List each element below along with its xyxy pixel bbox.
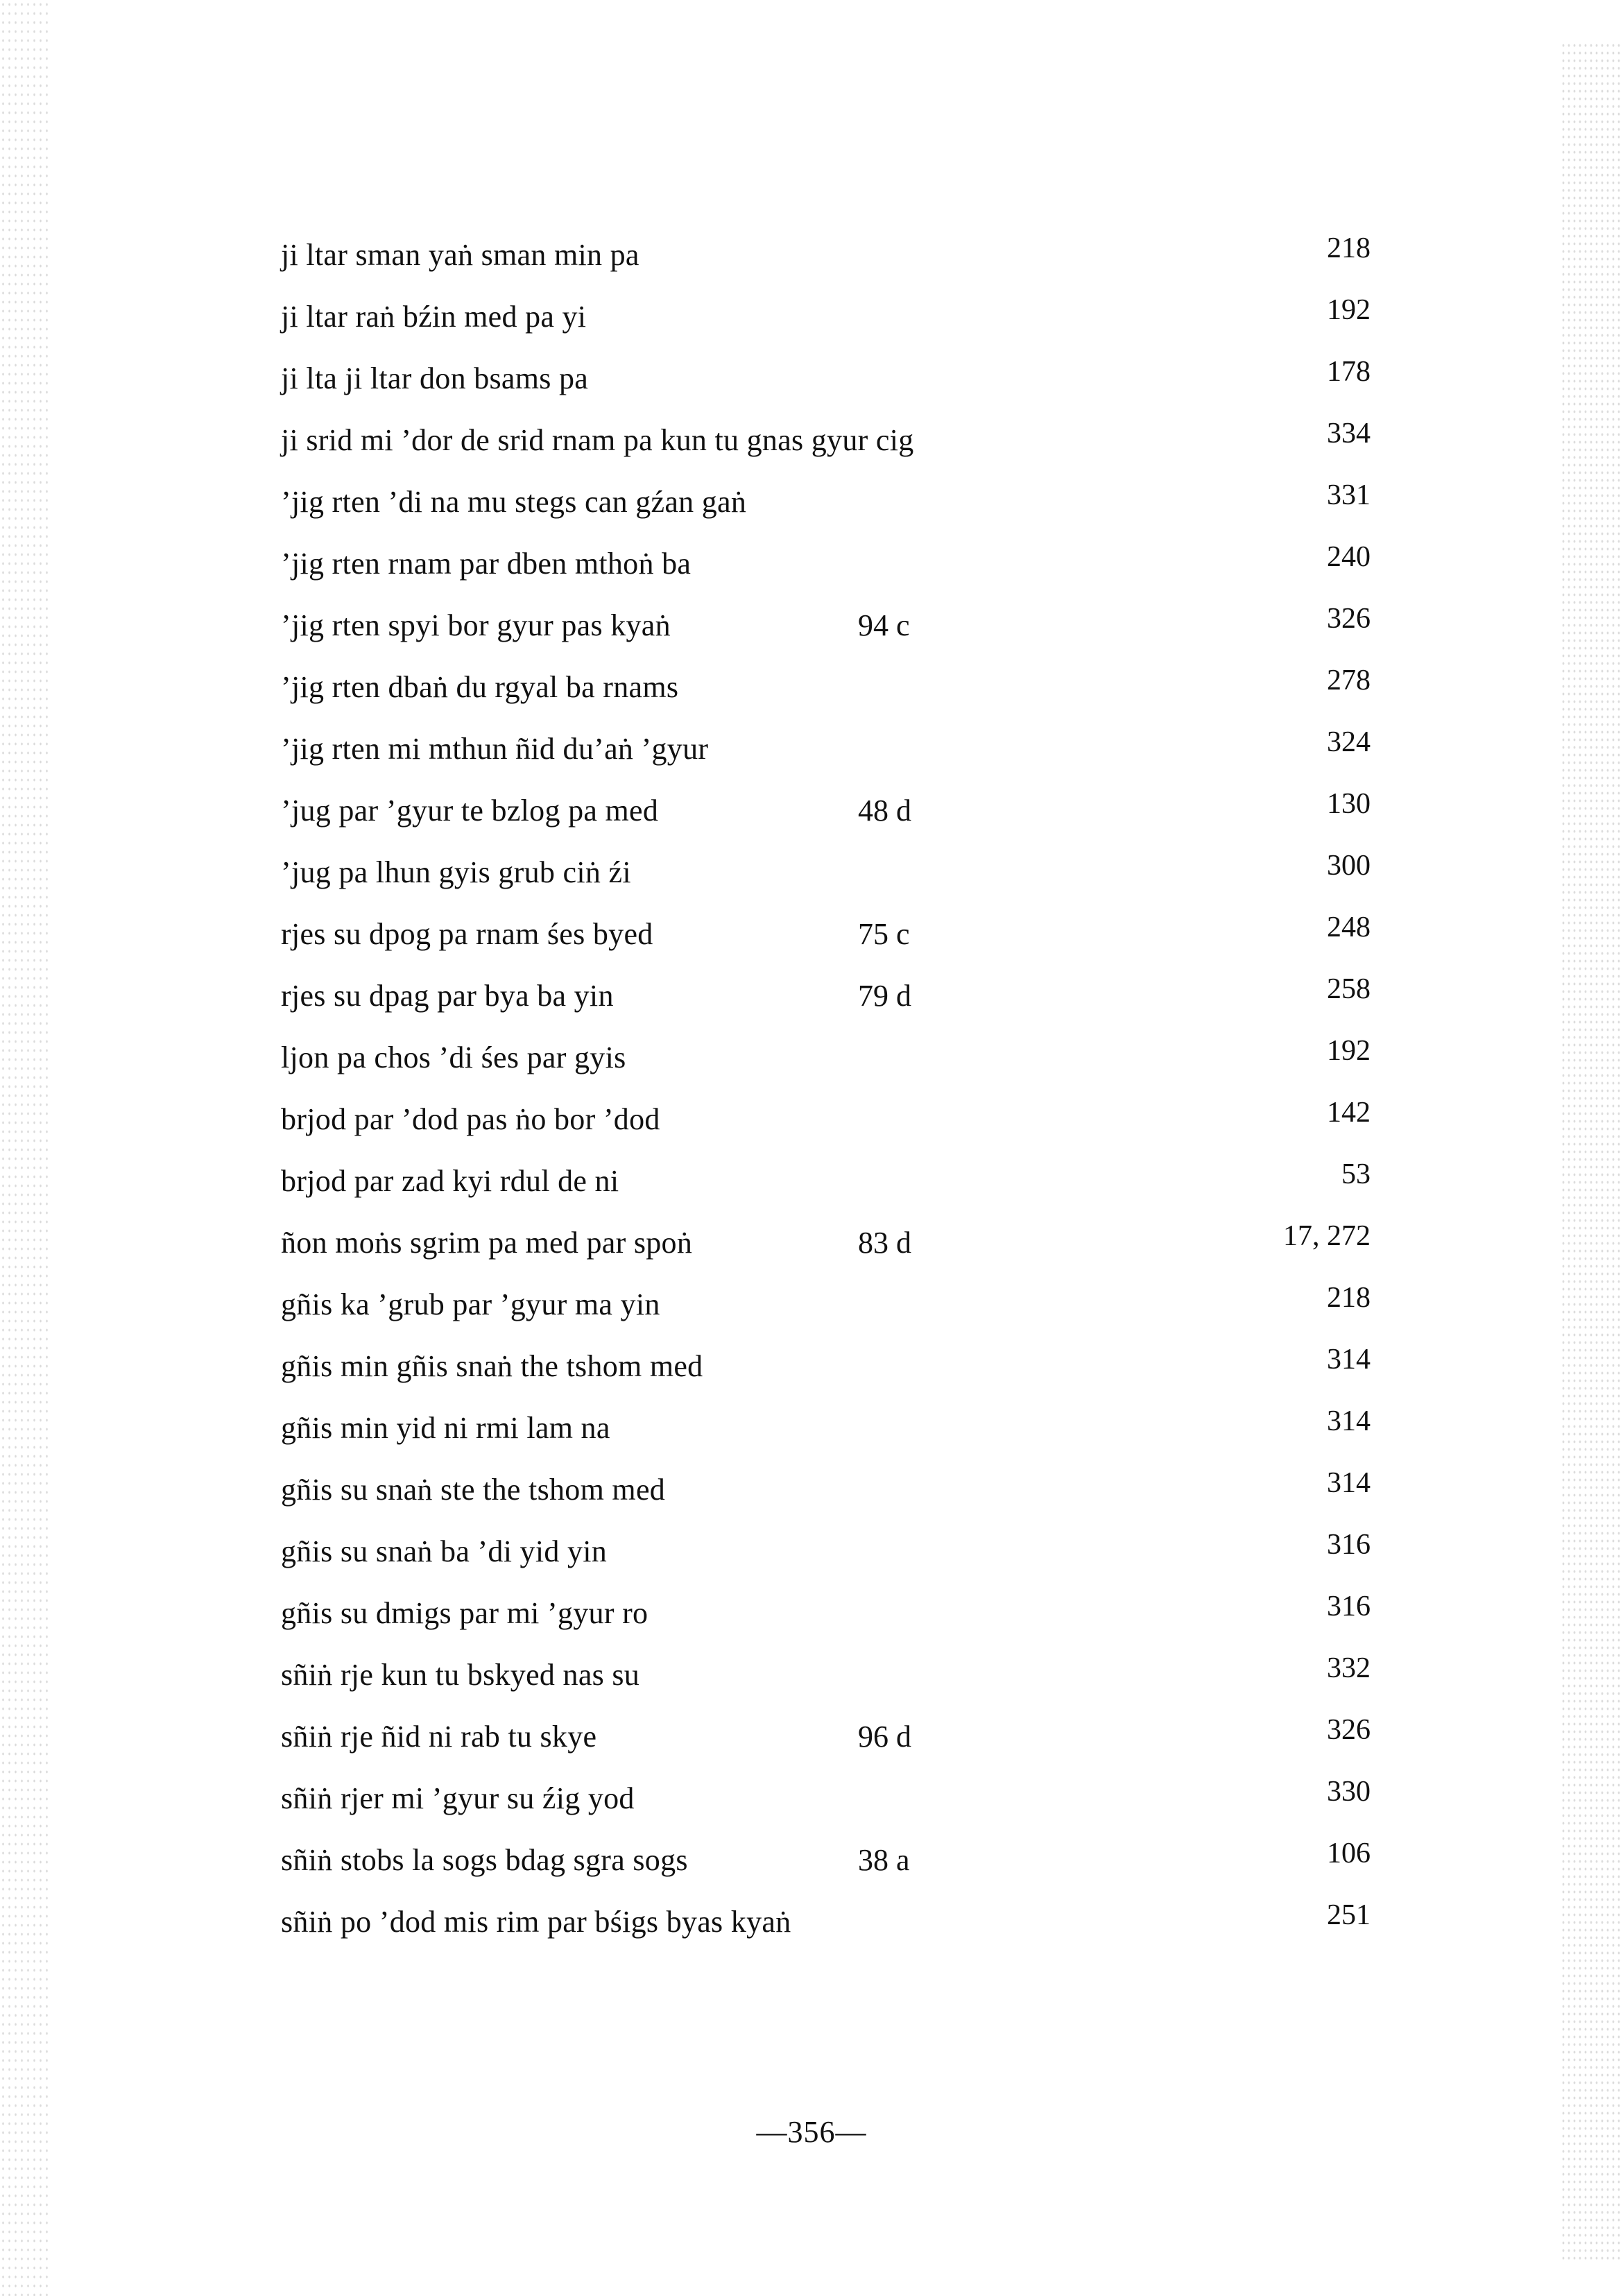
index-entry xyxy=(0,907,1623,962)
entry-term: sñiṅ rje kun tu bskyed nas su xyxy=(281,1658,640,1692)
entry-term: sñiṅ rjer mi ’gyur su źig yod xyxy=(281,1781,635,1815)
entry-page: 332 xyxy=(1327,1652,1371,1684)
index-entry xyxy=(0,783,1623,839)
entry-page: 17, 272 xyxy=(1283,1220,1371,1252)
entry-page: 324 xyxy=(1327,726,1371,758)
index-entry xyxy=(0,1030,1623,1086)
entry-term: ljon pa chos ’di śes par gyis xyxy=(281,1040,626,1074)
index-entry xyxy=(0,968,1623,1024)
entry-page: 330 xyxy=(1327,1776,1371,1808)
entry-reference: 79 d xyxy=(858,979,911,1013)
entry-term: ji ltar sman yaṅ sman min pa xyxy=(281,238,639,272)
index-entry xyxy=(0,1833,1623,1888)
page-number: —356— xyxy=(756,2115,867,2149)
index-entry xyxy=(0,351,1623,406)
entry-term: sñiṅ rje ñid ni rab tu skye xyxy=(281,1720,597,1754)
entry-page: 142 xyxy=(1327,1097,1371,1129)
index-entry xyxy=(0,845,1623,900)
entry-term: gñis min gñis snaṅ the tshom med xyxy=(281,1349,703,1383)
index-entry xyxy=(0,474,1623,530)
index-entry xyxy=(0,598,1623,653)
entry-page: 316 xyxy=(1327,1529,1371,1561)
entry-page: 300 xyxy=(1327,850,1371,882)
entry-term: sñiṅ po ’dod mis rim par bśigs byas kyaṅ xyxy=(281,1905,791,1939)
entry-term: sñiṅ stobs la sogs bdag sgra sogs xyxy=(281,1843,688,1877)
entry-page: 258 xyxy=(1327,973,1371,1005)
entry-term: ji ltar raṅ bźin med pa yi xyxy=(281,300,587,334)
entry-page: 326 xyxy=(1327,1714,1371,1746)
entry-term: ’jig rten dbaṅ du rgyal ba rnams xyxy=(281,670,679,704)
entry-term: ’jig rten rnam par dben mthoṅ ba xyxy=(281,547,692,581)
entry-page: 192 xyxy=(1327,294,1371,326)
index-entry xyxy=(0,721,1623,777)
entry-term: ji lta ji ltar don bsams pa xyxy=(281,361,589,395)
entry-reference: 83 d xyxy=(858,1226,911,1260)
entry-term: ji srid mi ’dor de srid rnam pa kun tu gnas gyur cig xyxy=(281,423,914,457)
entry-page: 178 xyxy=(1327,356,1371,388)
entry-page: 240 xyxy=(1327,541,1371,573)
entry-term: ’jug pa lhun gyis grub ciṅ źi xyxy=(281,855,631,889)
entry-reference: 94 c xyxy=(858,608,910,642)
entry-reference: 38 a xyxy=(858,1843,910,1877)
entry-term: rjes su dpog pa rnam śes byed xyxy=(281,917,653,951)
index-entry xyxy=(0,1400,1623,1456)
index-entry xyxy=(0,1524,1623,1579)
entry-page: 314 xyxy=(1327,1344,1371,1376)
entry-page: 218 xyxy=(1327,1282,1371,1314)
entry-page: 334 xyxy=(1327,418,1371,449)
entry-term: gñis ka ’grub par ’gyur ma yin xyxy=(281,1287,660,1321)
entry-page: 218 xyxy=(1327,232,1371,264)
index-entry xyxy=(0,228,1623,283)
entry-term: ’jug par ’gyur te bzlog pa med xyxy=(281,794,659,828)
entry-term: gñis su snaṅ ba ’di yid yin xyxy=(281,1534,608,1568)
entry-page: 192 xyxy=(1327,1035,1371,1067)
entry-term: ’jig rten ’di na mu stegs can gźan gaṅ xyxy=(281,485,747,519)
index-entry xyxy=(0,1215,1623,1271)
entry-term: gñis su dmigs par mi ’gyur ro xyxy=(281,1596,649,1630)
entry-term: gñis su snaṅ ste the tshom med xyxy=(281,1473,666,1507)
entry-page: 314 xyxy=(1327,1467,1371,1499)
index-entry xyxy=(0,1586,1623,1641)
index-entry xyxy=(0,1462,1623,1518)
entry-reference: 48 d xyxy=(858,794,911,828)
entry-page: 314 xyxy=(1327,1405,1371,1437)
entry-page: 251 xyxy=(1327,1899,1371,1931)
index-entry xyxy=(0,1894,1623,1950)
index-entry xyxy=(0,660,1623,715)
index-entry xyxy=(0,413,1623,468)
index-entry xyxy=(0,289,1623,345)
entry-page: 106 xyxy=(1327,1837,1371,1869)
index-entry xyxy=(0,1339,1623,1394)
index-entry xyxy=(0,1771,1623,1826)
entry-term: rjes su dpag par bya ba yin xyxy=(281,979,614,1013)
entry-term: ’jig rten spyi bor gyur pas kyaṅ xyxy=(281,608,671,642)
entry-term: brjod par ’dod pas ṅo bor ’dod xyxy=(281,1102,660,1136)
index-entry xyxy=(0,1092,1623,1147)
entry-term: ñon moṅs sgrim pa med par spoṅ xyxy=(281,1226,693,1260)
index-entry xyxy=(0,1709,1623,1765)
index-entry xyxy=(0,1154,1623,1209)
entry-reference: 96 d xyxy=(858,1720,911,1754)
entry-term: brjod par zad kyi rdul de ni xyxy=(281,1164,619,1198)
index-entry xyxy=(0,1647,1623,1703)
entry-page: 53 xyxy=(1341,1158,1371,1190)
index-entry xyxy=(0,1277,1623,1333)
entry-page: 130 xyxy=(1327,788,1371,820)
entry-page: 331 xyxy=(1327,479,1371,511)
entry-page: 316 xyxy=(1327,1591,1371,1622)
entry-page: 326 xyxy=(1327,603,1371,635)
entry-page: 248 xyxy=(1327,911,1371,943)
entry-page: 278 xyxy=(1327,665,1371,696)
entry-reference: 75 c xyxy=(858,917,910,951)
entry-term: ’jig rten mi mthun ñid du’aṅ ’gyur xyxy=(281,732,709,766)
index-entry xyxy=(0,536,1623,592)
entry-term: gñis min yid ni rmi lam na xyxy=(281,1411,610,1445)
